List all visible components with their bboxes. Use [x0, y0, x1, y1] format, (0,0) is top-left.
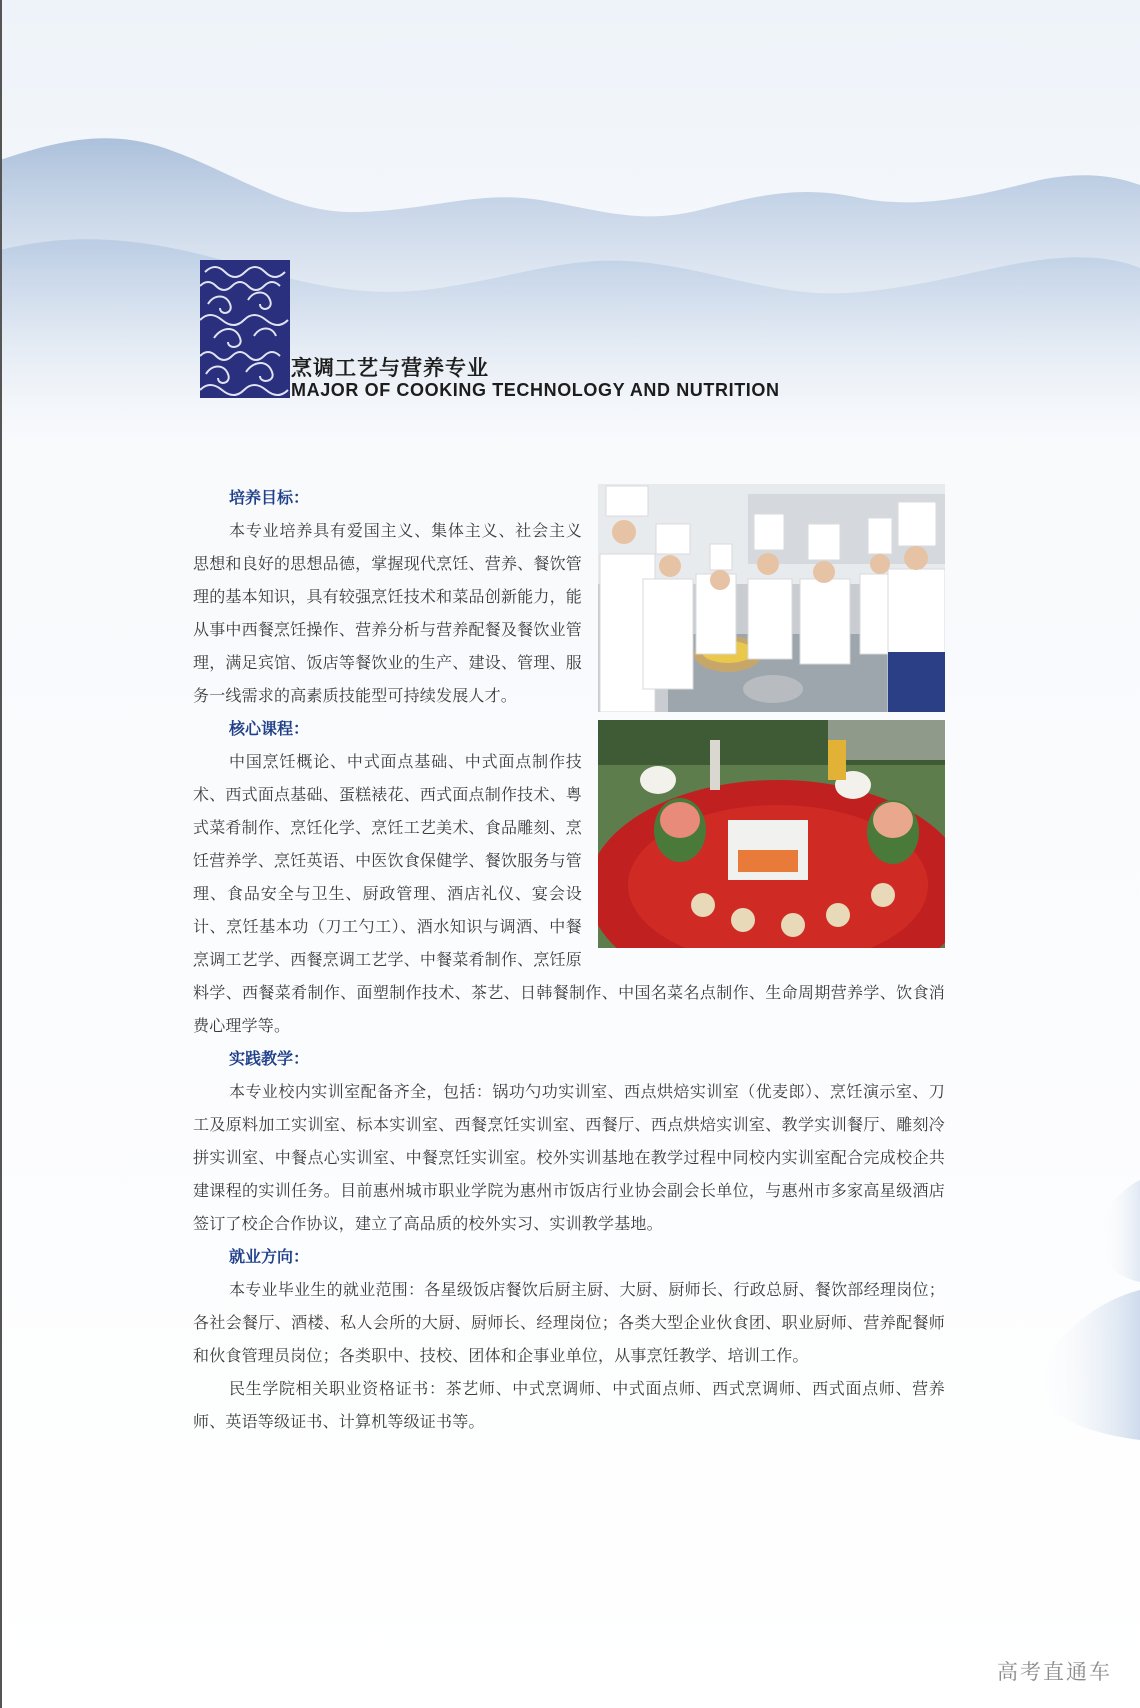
section-heading: 实践教学：: [229, 1049, 310, 1068]
section-heading: 核心课程：: [229, 719, 310, 738]
section-paragraph: 中国烹饪概论、中式面点基础、中式面点制作技术、西式面点基础、蛋糕裱花、西式面点制作技术、粤式菜肴制作、烹饪化学、烹饪工艺美术、食品雕刻、烹饪营养学、烹饪英语、中医饮食保健学、餐饮服务与管理、食品安全与卫生、厨政管理、酒店礼仪、宴会设计、烹饪基本功（刀工勺工）、酒水知识与调酒、中餐烹调工艺学、西餐烹调工艺学、中餐菜肴制作、烹饪原料学、西餐菜肴制作、面塑制作技术、茶艺、日韩餐制作、中国名菜名点制作、生命周期营养学、饮食消费心理学等。: [193, 752, 945, 1035]
page-title-en: MAJOR OF COOKING TECHNOLOGY AND NUTRITION: [291, 380, 780, 400]
photo-column: [598, 484, 945, 956]
section-practical-teaching: [193, 1042, 945, 1240]
watermark-text: 高考直通车: [997, 1660, 1112, 1684]
section-paragraph: 本专业校内实训室配备齐全，包括：锅功勺功实训室、西点烘焙实训室（优麦郎）、烹饪演示室、刀工及原料加工实训室、标本实训室、西餐烹饪实训室、西餐厅、西点烘焙实训室、教学实训餐厅、雕刻冷拼实训室、中餐点心实训室、中餐烹饪实训室。校外实训基地在教学过程中同校内实训室配合完成校企共建课程的实训任务。目前惠州城市职业学院为惠州市饭店行业协会副会长单位，与惠州市多家高星级酒店签订了校企合作协议，建立了高品质的校外实习、实训教学基地。: [193, 1082, 945, 1233]
section-paragraph: 本专业毕业生的就业范围：各星级饭店餐饮后厨主厨、大厨、厨师长、行政总厨、餐饮部经理岗位；各社会餐厅、酒楼、私人会所的大厨、厨师长、经理岗位；各类大型企业伙食团、职业厨师、营养配餐师和伙食管理员岗位；各类职中、技校、团体和企事业单位，从事烹饪教学、培训工作。: [193, 1280, 945, 1365]
section-heading: 就业方向：: [229, 1247, 310, 1266]
section-paragraph: 本专业培养具有爱国主义、集体主义、社会主义思想和良好的思想品德，掌握现代烹饪、营养、餐饮管理的基本知识，具有较强烹饪技术和菜品创新能力，能从事中西餐烹饪操作、营养分析与营养配餐及餐饮业管理，满足宾馆、饭店等餐饮业的生产、建设、管理、服务一线需求的高素质技能型可持续发展人才。: [193, 521, 582, 705]
chefs-cooking-photo: [598, 484, 945, 712]
cloud-pattern-icon: [200, 260, 290, 398]
section-paragraph: 民生学院相关职业资格证书：茶艺师、中式烹调师、中式面点师、西式烹调师、西式面点师、营养师、英语等级证书、计算机等级证书等。: [193, 1379, 945, 1431]
main-content: [193, 481, 945, 1438]
food-carving-display-photo: [598, 720, 945, 948]
section-employment: [193, 1240, 945, 1438]
left-border-line: [0, 0, 2, 1708]
section-heading: 培养目标：: [229, 488, 310, 507]
page-title-cn: 烹调工艺与营养专业: [291, 356, 489, 380]
